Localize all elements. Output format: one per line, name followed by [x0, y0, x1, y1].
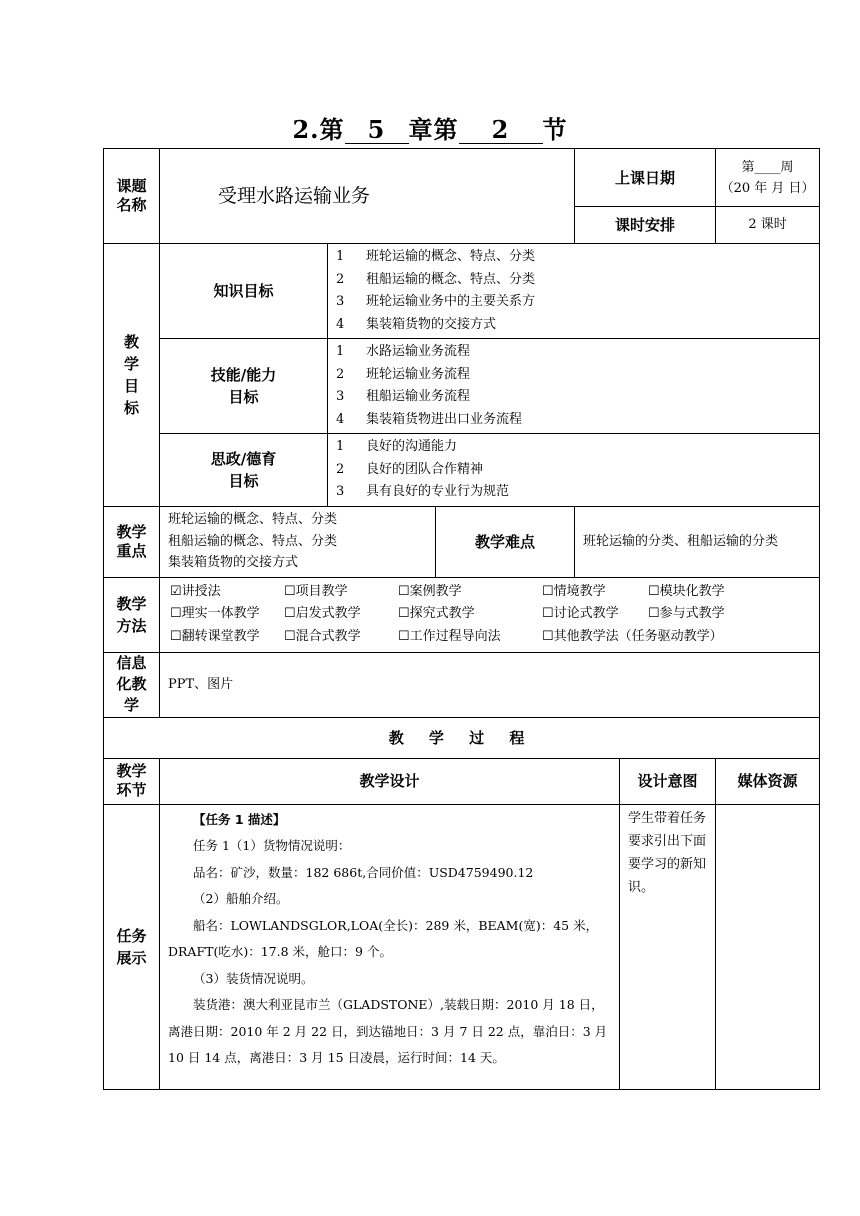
list-item: 2 租船运输的概念、特点、分类	[336, 271, 536, 287]
moral-goal-list	[328, 434, 820, 507]
list-item: 3 租船运输业务流程	[336, 389, 471, 404]
focus-list: 班轮运输的概念、特点、分类 租船运输的概念、特点、分类 集装箱货物的交接方式	[160, 506, 436, 577]
list-item: 2 良好的团队合作精神	[336, 461, 484, 477]
method-option[interactable]: ☐翻转课堂教学	[170, 628, 260, 644]
methods-row	[170, 603, 819, 626]
list-item: 4 集装箱货物进出口业务流程	[336, 411, 523, 427]
task-intent: 学生带着任务要求引出下面要学习的新知识。	[620, 804, 716, 1089]
list-item: 1 水路运输业务流程	[336, 344, 471, 359]
list-item: 1 良好的沟通能力	[336, 439, 458, 454]
task-media	[716, 804, 820, 1089]
task-paragraph: 装货港：澳大利亚昆市兰（GLADSTONE）,装载日期：2010 月 18 日，离港日期：2010 年 2 月 22 日，到达锚地日：3 月 7 日 22 点，靠泊日：3 月 10 日 14 点，离港日：3 月 15 日凌晨，运行时间：14 天。	[168, 997, 608, 1065]
task-paragraph: 船名：LOWLANDSGLOR,LOA(全长)：289 米，BEAM(宽)：45 米，DRAFT(吃水)：17.8 米，舱口：9 个。	[168, 917, 599, 959]
date-value: 第____周 （20 年 月 日）	[716, 149, 820, 207]
task-paragraph: （3）装货情况说明。	[193, 970, 314, 986]
task-tag: 【任务 1 描述】	[193, 811, 286, 827]
method-option[interactable]: ☐模块化教学	[648, 583, 725, 599]
intent-header: 设计意图	[620, 758, 716, 804]
date-label: 上课日期	[575, 149, 716, 207]
task-paragraph: 品名：矿沙，数量：182 686t,合同价值：USD4759490.12	[193, 864, 534, 880]
goals-label: 教学目标	[104, 244, 160, 507]
skill-goal-list	[328, 339, 820, 434]
topic-label: 课题名称	[104, 149, 160, 244]
task-paragraph: （2）船舶介绍。	[193, 891, 289, 906]
skill-goal-label: 技能/能力 目标	[160, 339, 328, 434]
methods-row	[170, 626, 819, 649]
method-option[interactable]: ☐其他教学法（任务驱动教学）	[542, 628, 723, 644]
section-number: 2	[459, 117, 543, 144]
method-option[interactable]: ☐理实一体教学	[170, 606, 260, 622]
task-design	[160, 804, 620, 1089]
difficulty-value: 班轮运输的分类、租船运输的分类	[575, 506, 820, 577]
method-option[interactable]: ☑讲授法	[170, 583, 221, 599]
focus-label: 教学重点	[104, 506, 160, 577]
method-option[interactable]: ☐情境教学	[542, 583, 606, 599]
knowledge-goal-list	[328, 244, 820, 339]
task-stage: 任务展示	[104, 804, 160, 1089]
list-item: 1 班轮运输的概念、特点、分类	[336, 249, 536, 264]
methods-row	[170, 581, 819, 604]
lesson-plan-table	[103, 148, 820, 1090]
info-label: 信息化教学	[104, 652, 160, 717]
hours-label: 课时安排	[575, 207, 716, 244]
chapter-number: 5	[345, 117, 409, 144]
method-option[interactable]: ☐混合式教学	[284, 628, 361, 644]
design-header: 教学设计	[160, 758, 620, 804]
media-header: 媒体资源	[716, 758, 820, 804]
method-option[interactable]: ☐案例教学	[398, 583, 462, 599]
methods-options	[160, 577, 820, 652]
method-option[interactable]: ☐启发式教学	[284, 606, 361, 622]
method-option[interactable]: ☐讨论式教学	[542, 606, 619, 622]
moral-goal-label: 思政/德育 目标	[160, 434, 328, 507]
hours-value: 2 课时	[716, 207, 820, 244]
heading-prefix: 2.第	[292, 115, 345, 144]
list-item: 3 班轮运输业务中的主要关系方	[336, 294, 536, 309]
process-title: 教 学 过 程	[104, 717, 820, 758]
list-item: 3 具有良好的专业行为规范	[336, 484, 510, 499]
methods-label: 教学方法	[104, 577, 160, 652]
method-option[interactable]: ☐参与式教学	[648, 606, 725, 622]
list-item: 2 班轮运输业务流程	[336, 366, 471, 382]
stage-header: 教学环节	[104, 758, 160, 804]
lesson-topic: 受理水路运输业务	[160, 149, 575, 244]
info-value: PPT、图片	[160, 652, 820, 717]
knowledge-goal-label: 知识目标	[160, 244, 328, 339]
heading-suffix: 节	[542, 115, 568, 144]
page-heading	[0, 110, 860, 145]
difficulty-label: 教学难点	[436, 506, 575, 577]
method-option[interactable]: ☐探究式教学	[398, 606, 475, 622]
list-item: 4 集装箱货物的交接方式	[336, 316, 497, 332]
heading-middle: 章第	[408, 115, 459, 144]
method-option[interactable]: ☐项目教学	[284, 583, 348, 599]
task-paragraph: 任务 1（1）货物情况说明：	[193, 838, 351, 853]
method-option[interactable]: ☐工作过程导向法	[398, 628, 501, 644]
